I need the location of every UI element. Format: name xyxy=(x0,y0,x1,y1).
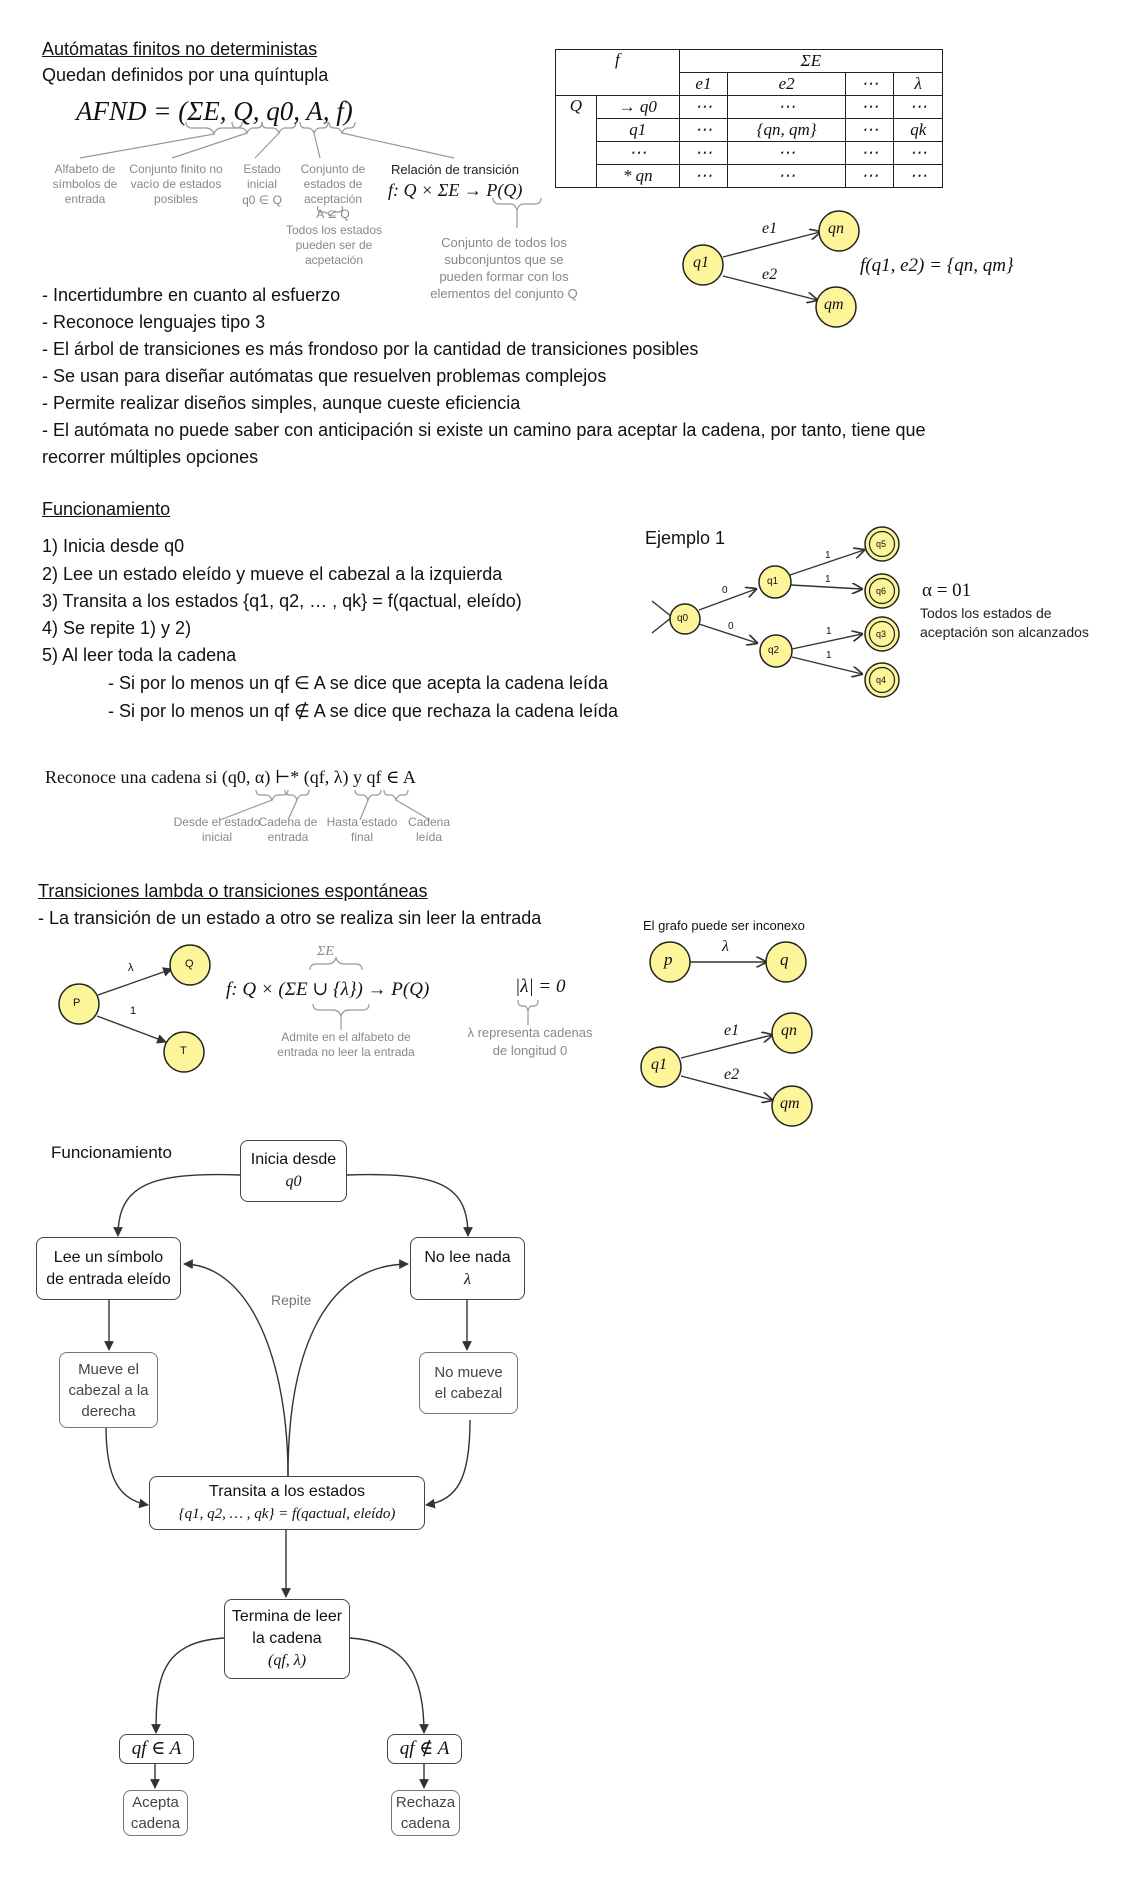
flow-final-not-in-A: qf ∉ A xyxy=(387,1734,462,1764)
abs-lambda-note: λ representa cadenas de longitud 0 xyxy=(467,1025,593,1058)
table-cell: ⋯ xyxy=(845,119,893,142)
edge-label-e1: e1 xyxy=(762,220,778,237)
bullet: - Incertidumbre en cuanto al esfuerzo xyxy=(42,285,341,305)
annotation-relation: Relación de transición xyxy=(391,162,519,177)
edge-e2: e2 xyxy=(724,1066,740,1083)
flow-transit-formula: {q1, q2, … , qk} = f(qactual, eleído) xyxy=(178,1506,396,1522)
annotation-initial-math: q0 ∈ Q xyxy=(242,193,282,207)
edge-label-e2: e2 xyxy=(762,266,778,283)
node-P: P xyxy=(73,997,81,1009)
edge-label-lambda: λ xyxy=(128,962,134,974)
table-cell: ⋯ xyxy=(679,165,727,188)
example-edge-label: 1 xyxy=(826,650,832,661)
node-qm: qm xyxy=(780,1095,800,1112)
alpha-value: α = 01 xyxy=(922,580,972,601)
annotation-read: Cadena leída xyxy=(407,815,451,844)
table-col: e1 xyxy=(679,73,727,96)
recognize-formula: Reconoce una cadena si (q0, α) ⊢* (qf, λ) y qf ∈ A xyxy=(45,767,416,787)
annotation-power-set: Conjunto de todos los subconjuntos que se pueden formar con los elementos del conjunto Q xyxy=(430,235,578,301)
flow-transit xyxy=(149,1476,425,1530)
node-q1: q1 xyxy=(693,254,709,271)
table-cell: ⋯ xyxy=(728,142,846,165)
example-edge-label: 0 xyxy=(728,621,734,632)
node-qn: qn xyxy=(781,1022,797,1039)
flow-no-read xyxy=(410,1237,525,1300)
graph1-formula: f(q1, e2) = {qn, qm} xyxy=(860,255,1014,276)
flow-start-label: Inicia desde xyxy=(250,1151,337,1168)
flow-read-symbol-label: de entrada eleído xyxy=(46,1270,171,1288)
table-col: ⋯ xyxy=(845,73,893,96)
flow-end-label: Termina de leer xyxy=(231,1608,343,1625)
node-T: T xyxy=(180,1045,187,1057)
table-cell: ⋯ xyxy=(728,165,846,188)
section-title-funcionamiento: Funcionamiento xyxy=(42,499,171,519)
node-Q: Q xyxy=(185,958,194,970)
example-edge-label: 0 xyxy=(722,585,728,596)
annotation-from: Desde el estado inicial xyxy=(173,815,261,844)
lambda-formula-note: Admite en el alfabeto de entrada no leer la entrada xyxy=(277,1030,415,1059)
table-row-state: * qn xyxy=(596,165,679,188)
table-cell: ⋯ xyxy=(679,119,727,142)
flow-no-move-head: No mueve el cabezal xyxy=(419,1352,518,1414)
afnd-formula: AFND = (ΣE, Q, q0, A, f) xyxy=(76,96,353,126)
relation-formula: f: Q × ΣE → P(Q) xyxy=(388,180,523,200)
step: 2) Lee un estado eleído y mueve el cabezal a la izquierda xyxy=(42,564,503,584)
table-q-label: Q xyxy=(556,96,597,188)
annotation-to: Hasta estado final xyxy=(326,815,398,844)
flow-move-head: Mueve el cabezal a la derecha xyxy=(59,1352,158,1428)
table-sigma-header: ΣE xyxy=(679,50,942,73)
flow-read-label: Lee un símbolo xyxy=(53,1248,164,1266)
table-cell: ⋯ xyxy=(894,96,943,119)
alpha-note: Todos los estados de aceptación son alcanzados xyxy=(920,605,1089,640)
table-cell: ⋯ xyxy=(845,96,893,119)
annotation-accept-math: A ⊆ Q xyxy=(316,207,350,221)
flow-start xyxy=(240,1140,347,1202)
table-cell: ⋯ xyxy=(679,142,727,165)
graph-note: El grafo puede ser inconexo xyxy=(643,918,805,933)
table-row-state: q1 xyxy=(596,119,679,142)
example-node: q2 xyxy=(768,645,780,656)
table-row-state: ⋯ xyxy=(596,142,679,165)
example-edge-label: 1 xyxy=(825,574,831,585)
flow-end-label-2: la cadena xyxy=(252,1630,322,1647)
table-cell: ⋯ xyxy=(894,142,943,165)
lambda-formula: f: Q × (ΣE ∪ {λ}) → P(Q) xyxy=(226,979,430,1000)
section-title-afnd: Autómatas finitos no deterministas xyxy=(42,39,318,59)
flow-end xyxy=(224,1599,350,1679)
edge-label-1: 1 xyxy=(130,1005,137,1017)
bullet: - El autómata no puede saber con anticipación si existe un camino para aceptar la cadena, por tanto, tiene que xyxy=(42,420,926,440)
step: - Si por lo menos un qf ∈ A se dice que acepta la cadena leída xyxy=(108,673,609,693)
bullet: - Se usan para diseñar autómatas que resuelven problemas complejos xyxy=(42,366,607,386)
flow-accept: Acepta cadena xyxy=(123,1790,188,1836)
flow-transit-label: Transita a los estados xyxy=(209,1483,365,1500)
table-col: e2 xyxy=(728,73,846,96)
annotation-states: Conjunto finito no vacío de estados posibles xyxy=(129,162,223,206)
step: 4) Se repite 1) y 2) xyxy=(42,618,192,638)
example-node: q3 xyxy=(876,629,887,639)
table-cell: ⋯ xyxy=(845,165,893,188)
bullet: - Reconoce lenguajes tipo 3 xyxy=(42,312,266,332)
flow-noread-lambda: λ xyxy=(464,1270,471,1288)
flow-noread-label: No lee nada xyxy=(424,1248,511,1266)
step: - Si por lo menos un qf ∉ A se dice que rechaza la cadena leída xyxy=(108,701,618,721)
flow-final-in-A: qf ∈ A xyxy=(119,1734,194,1764)
node-q1: q1 xyxy=(651,1056,667,1073)
example-node: q0 xyxy=(677,613,689,624)
example-edge-label: 1 xyxy=(826,626,832,637)
lambda-description: - La transición de un estado a otro se realiza sin leer la entrada xyxy=(38,908,542,928)
flow-reject: Rechaza cadena xyxy=(391,1790,460,1836)
annotation-initial: Estado inicial xyxy=(243,162,281,191)
node-qm: qm xyxy=(824,296,844,313)
annotation-alphabet: Alfabeto de símbolos de entrada xyxy=(52,162,118,206)
table-cell: ⋯ xyxy=(679,96,727,119)
lambda-sigma: ΣE xyxy=(317,944,334,959)
example-node: q5 xyxy=(876,539,887,549)
table-cell: {qn, qm} xyxy=(728,119,846,142)
step: 5) Al leer toda la cadena xyxy=(42,645,237,665)
table-cell: qk xyxy=(894,119,943,142)
bullet: recorrer múltiples opciones xyxy=(42,447,259,467)
table-cell: ⋯ xyxy=(845,142,893,165)
flow-title: Funcionamiento xyxy=(51,1143,172,1162)
annotation-input: Cadena de entrada xyxy=(258,815,318,844)
node-q: q xyxy=(780,950,789,969)
flow-end-state: (qf, λ) xyxy=(267,1652,307,1669)
node-p: p xyxy=(664,950,673,969)
afnd-subtitle: Quedan definidos por una quíntupla xyxy=(42,65,329,85)
annotation-accept: Conjunto de estados de aceptación xyxy=(300,162,366,206)
annotation-accept-note: Todos los estados pueden ser de acpetación xyxy=(285,223,383,267)
example-edge-label: 1 xyxy=(825,550,831,561)
edge-e1: e1 xyxy=(724,1022,740,1039)
step: 3) Transita a los estados {q1, q2, … , qk} = f(qactual, eleído) xyxy=(42,591,522,611)
flow-repeat-label: Repite xyxy=(271,1292,312,1308)
example-node: q4 xyxy=(876,675,887,685)
example-node: q6 xyxy=(876,586,887,596)
table-col: λ xyxy=(894,73,943,96)
bullet: - El árbol de transiciones es más frondoso por la cantidad de transiciones posibles xyxy=(42,339,699,359)
flow-read-symbol xyxy=(36,1237,181,1300)
abs-lambda-formula: |λ| = 0 xyxy=(515,976,566,997)
section-title-lambda: Transiciones lambda o transiciones espontáneas xyxy=(38,881,428,901)
flow-start-state: q0 xyxy=(285,1173,302,1190)
graph-example-1 xyxy=(652,527,899,697)
table-cell: ⋯ xyxy=(894,165,943,188)
bullet: - Permite realizar diseños simples, aunque cueste eficiencia xyxy=(42,393,521,413)
edge-lambda: λ xyxy=(722,938,729,955)
table-f-header: f xyxy=(556,50,680,96)
transition-table xyxy=(555,49,943,188)
example-title: Ejemplo 1 xyxy=(645,528,726,548)
step: 1) Inicia desde q0 xyxy=(42,536,185,556)
example-node: q1 xyxy=(767,576,779,587)
table-cell: ⋯ xyxy=(728,96,846,119)
node-qn: qn xyxy=(828,220,844,237)
table-row-state: → q0 xyxy=(596,96,679,119)
